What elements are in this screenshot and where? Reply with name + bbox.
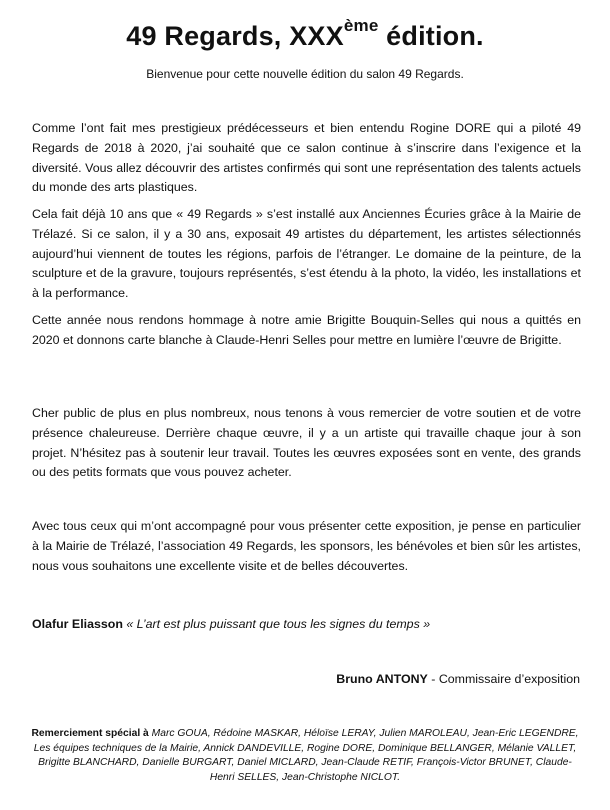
paragraph-2: Cela fait déjà 10 ans que « 49 Regards » s’est installé aux Anciennes Écuries grâce à la Mairie de Trélazé. Si ce salon, il y a 30 ans, exposait 49 artistes du département, les artistes sélectionnés aujourd’hui viennent de toutes les régions, parfois de l’étranger. Le domaine de la peinture, de la sculpture et de la gravure, toujours représentés, s’est étendu à la photo, la vidéo, les installations et à la performance. [32,207,581,301]
paragraph-4: Cher public de plus en plus nombreux, nous tenons à vous remercier de votre soutien et de votre présence chaleureuse. Derrière chaque œuvre, il y a un artiste qui travaille chaque jour à son projet. N’hésitez pas à soutenir leur travail. Toutes les œuvres exposées sont en vente, des grands ou des petits formats que vous pouvez acheter. [32,406,581,480]
title-main: 49 Regards, XXX [126,21,344,51]
signature-role: - Commissaire d’exposition [427,672,580,686]
signature-name: Bruno ANTONY [336,672,428,686]
title-end: édition. [378,21,484,51]
thanks-people: Marc GOUA, Rédoine MASKAR, Héloïse LERAY, Julien MAROLEAU, Jean-Eric LEGENDRE, Les équipes techniques de la Mairie, Annick DANDEVILLE, Rogine DORE, Dominique BELLANGER, Mélanie VALLET, Brigitte BLANCHARD, Danielle BURGART, Daniel MICLARD, Jean-Claude RETIF, François-Victor BRUNET, Claude-Henri SELLES, Jean-Christophe NICLOT. [33,728,579,783]
title-superscript: ème [343,16,379,35]
paragraph-1: Comme l’ont fait mes prestigieux prédécesseurs et bien entendu Rogine DORE qui a piloté 49 Regards de 2018 à 2020, j’ai souhaité que ce salon continue à s’inscrire dans l’exigence et la diversité. Vous allez découvrir des artistes confirmés qui sont une représentation des talents actuels du monde des arts plastiques. [32,121,581,195]
thanks-lead: Remerciement spécial à [31,728,152,739]
page-title [0,12,610,54]
quote-author: Olafur Eliasson [32,617,123,631]
paragraph-3: Cette année nous rendons hommage à notre amie Brigitte Bouquin-Selles qui nous a quittés en 2020 et donnons carte blanche à Claude-Henri Selles pour mettre en lumière l’œuvre de Brigitte. [32,313,581,347]
quote [32,615,430,634]
signature [336,670,580,689]
special-thanks [30,727,580,785]
paragraph-5: Avec tous ceux qui m’ont accompagné pour vous présenter cette exposition, je pense en particulier à la Mairie de Trélazé, l’association 49 Regards, les sponsors, les bénévoles et bien sûr les artistes, nous vous souhaitons une excellente visite et de belles découvertes. [32,519,581,573]
quote-text: « L’art est plus puissant que tous les signes du temps » [122,617,431,631]
intro-line: Bienvenue pour cette nouvelle édition du salon 49 Regards. [146,67,464,81]
